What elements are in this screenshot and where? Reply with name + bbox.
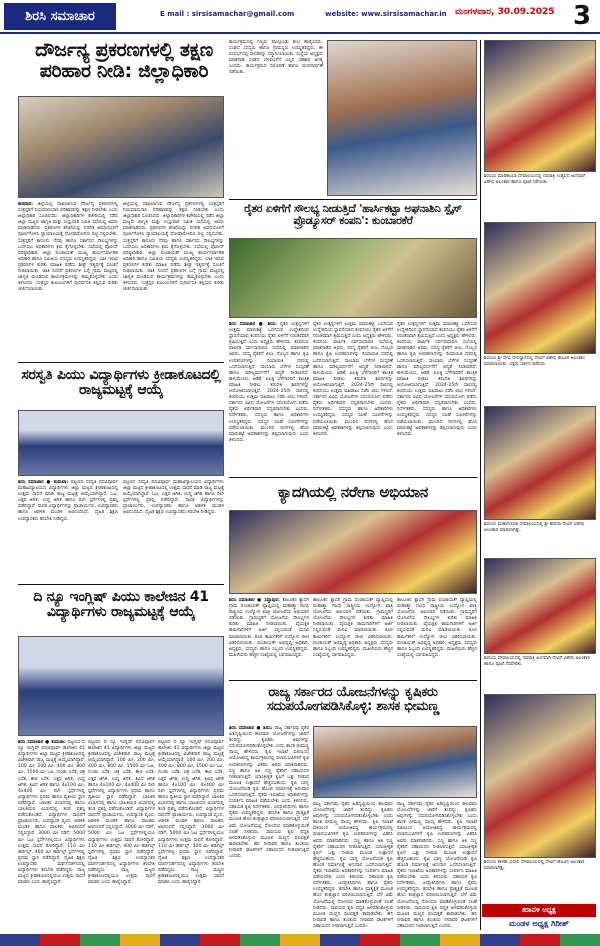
- caption-deity-4: ಶಿರಸಿಯ ದೇವಾಲಯದಲ್ಲಿ ನವರಾತ್ರಿ ಅಂಗವಾಗಿ ದೇವಿಗೆ ವಿಶೇಷ ಅಲಂಕಾರ ಹಾಗೂ ಪೂಜೆ ನೆರವೇರಿತು.: [484, 656, 590, 667]
- article-new-english-body-2: [88, 740, 155, 930]
- article-schemes-text-cont: ರಾಜ್ಯ ಸರ್ಕಾರವು ರೈತರ ಹಿತದೃಷ್ಟಿಯಿಂದ ಹಲವಾರು ಯೋಜನೆಗಳನ್ನು ಜಾರಿಗೆ ತಂದಿದ್ದು, ಕೃಷಿಕರು ಅವುಗಳನ್ನು ಸದುಪಯೋಗಪಡಿಸಿಕೊಳ್ಳಬೇಕು ಎಂದು ಶಾಸಕ ಭೀಮಣ್ಣ ನಾಯ್ಕ ಹೇಳಿದರು. ಕೃಷಿ ಇಲಾಖೆ ವತಿಯಿಂದ ಆಯೋಜಿಸಿದ್ದ ಕಾರ್ಯಕ್ರಮದಲ್ಲಿ ಫಲಾನುಭವಿಗಳಿಗೆ ಕೃಷಿ ಉಪಕರಣಗಳನ್ನು ವಿತರಿಸಿ ಅವರು ಮಾತನಾಡಿದರು. ಸಣ್ಣ ಹಾಗೂ ಅತಿ ಸಣ್ಣ ರೈತರಿಗೆ ಸಹಾಯಧನ ನೀಡಲಾಗುತ್ತಿದೆ. ಯಾಂತ್ರೀಕೃತ ಕೃಷಿಗೆ ಒತ್ತು ನೀಡುವ ಮೂಲಕ ಉತ್ಪಾದನೆ ಹೆಚ್ಚಿಸಬಹುದು. ಕೃಷಿ ಭಾಗ್ಯ ಯೋಜನೆಯಡಿ ಕೃಷಿ ಹೊಂಡ ನಿರ್ಮಾಣಕ್ಕೆ ಅನುದಾನ ಒದಗಿಸಲಾಗುತ್ತಿದೆ. ರೈತರು ಇಲಾಖೆಯ ಅಧಿಕಾರಿಗಳನ್ನು ಸಂಪರ್ಕಿಸಿ ಮಾಹಿತಿ ಪಡೆಯಬೇಕು ಎಂದು ತಿಳಿಸಿದರು. ಸಹಾಯಕ ಕೃಷಿ ನಿರ್ದೇಶಕರು, ಜನಪ್ರತಿನಿಧಿಗಳು ಹಾಗೂ ರೈತರು ಉಪಸ್ಥಿತರಿದ್ದರು. ತರಬೇತಿ ಹಾಗೂ ಪ್ರಾತ್ಯಕ್ಷಿಕೆ ಮೂಲಕ ಹೊಸ ತಂತ್ರಜ್ಞಾನ ಪರಿಚಯಿಸಲಾಗುತ್ತಿದೆ. ಬೆಳೆ ವಿಮೆ ಯೋಜನೆಯಲ್ಲಿ ನೋಂದಣಿ ಮಾಡಿಕೊಳ್ಳುವಂತೆ ಸಲಹೆ ನೀಡಿದರು. ಸಾವಯವ ಕೃಷಿ ಪದ್ಧತಿ ಅಳವಡಿಸಿಕೊಳ್ಳುವ ಮೂಲಕ ಮಣ್ಣಿನ ಫಲವತ್ತತೆ ಕಾಪಾಡಬೇಕು. ಹನಿ ನೀರಾವರಿ ಹಾಗೂ ತುಂತುರು ನೀರಾವರಿ ಘಟಕಗಳಿಗೆ ಸಹಾಯಧನ ನೀಡಲಾಗುತ್ತಿದೆ ಎಂದರು.: [313, 802, 393, 929]
- headline-nrega-campaign: ಕ್ಯಾದಗಿಯಲ್ಲಿ ನರೇಗಾ ಅಭಿಯಾನ: [278, 483, 428, 501]
- article-saraswati-body-2: [123, 480, 224, 580]
- photo-nrega-campaign: [229, 510, 477, 594]
- photo-agm-stage: [229, 238, 477, 318]
- photo-meeting-hall: [18, 96, 224, 198]
- article-new-english-text-cont2: ಪಟ್ಟಣದ ದಿ ನ್ಯೂ ಇಂಗ್ಲಿಷ್ ಪದವಿಪೂರ್ವ ಕಾಲೇಜಿನ 41 ವಿದ್ಯಾರ್ಥಿಗಳು ಜಿಲ್ಲಾ ಮಟ್ಟದ ಕ್ರೀಡಾಕೂಟದಲ್ಲಿ ವಿಜೇತರಾಗಿ ರಾಜ್ಯ ಮಟ್ಟಕ್ಕೆ ಆಯ್ಕೆಯಾಗಿದ್ದಾರೆ. 100 ಮೀ, 200 ಮೀ, 400 ಮೀ, 800 ಮೀ, 1500 ಮೀ ಓಟ, ಗುಂಡು ಎಸೆತ, ಚಕ್ರ ಎಸೆತ, ಈಟಿ ಎಸೆತ, ಎತ್ತರ ಜಿಗಿತ, ಉದ್ದ ಜಿಗಿತ, ತ್ರಿವಿಧ ಜಿಗಿತ ಹಾಗೂ 4x100 ಮೀ, 4x400 ಮೀ ರಿಲೇ ಸ್ಪರ್ಧೆಗಳಲ್ಲಿ ವಿದ್ಯಾರ್ಥಿಗಳು ಪ್ರಥಮ ಹಾಗೂ ದ್ವಿತೀಯ ಸ್ಥಾನ ಪಡೆದಿದ್ದಾರೆ. ಬಾಲಕರ ವಿಭಾಗದಲ್ಲಿ ಹಾಗೂ ಬಾಲಕಿಯರ ವಿಭಾಗದಲ್ಲಿ ತಂಡ ಪ್ರಶಸ್ತಿ ಪಡೆದುಕೊಂಡಿದೆ. ವಿದ್ಯಾರ್ಥಿಗಳ ಸಾಧನೆಗೆ ಪ್ರಾಚಾರ್ಯರು, ಉಪನ್ಯಾಸಕ ವೃಂದ, ಆಡಳಿತ ಮಂಡಳಿ ಹಾಗೂ ಪಾಲಕರು ಅಭಿನಂದನೆ ಸಲ್ಲಿಸಿದ್ದಾರೆ. 3000 ಮೀ ನಡಿಗೆ, 5000 ಮೀ ಓಟ ಸ್ಪರ್ಧೆಗಳಲ್ಲಿಯೂ ವಿದ್ಯಾರ್ಥಿಗಳು ಉತ್ತಮ ಸಾಧನೆ ತೋರಿದ್ದಾರೆ. 110 ಮೀ ಹರ್ಡಲ್ಸ್, 400 ಮೀ ಹರ್ಡಲ್ಸ್ ಸ್ಪರ್ಧೆಗಳಲ್ಲಿ ಪ್ರಥಮ ಸ್ಥಾನ ಪಡೆದಿದ್ದಾರೆ. ದೈಹಿಕ ಶಿಕ್ಷಣ ಉಪನ್ಯಾಸಕರ ಮಾರ್ಗದರ್ಶನದಲ್ಲಿ ವಿದ್ಯಾರ್ಥಿಗಳು ತರಬೇತಿ ಪಡೆದಿದ್ದರು. ರಾಜ್ಯ ಮಟ್ಟದ ಕ್ರೀಡಾಕೂಟದಲ್ಲಿಯೂ ಉತ್ತಮ ಸಾಧನೆ ಮಾಡಲಿ ಎಂದು ಹಾರೈಸಿದ್ದಾರೆ.: [158, 740, 224, 886]
- caption-deity-5: ಶಿರಸಿಯ ಕಾಳಿಕಾ ಭವಾನಿ ದೇವಾಲಯದಲ್ಲಿ ದೇವಿಗೆ ಹೂವಿನ ಅಲಂಕಾರ ಮಾಡಲಾಗಿತ್ತು.: [484, 860, 585, 871]
- article-saraswati-text-cont: ಪಟ್ಟಣದ ಸರಸ್ವತಿ ಪದವಿಪೂರ್ವ ಮಹಾವಿದ್ಯಾಲಯದ ವಿದ್ಯಾರ್ಥಿಗಳು ಜಿಲ್ಲಾ ಮಟ್ಟದ ಕ್ರೀಡಾಕೂಟದಲ್ಲಿ ಉತ್ತಮ ಸಾಧನೆ ಮಾಡಿ ರಾಜ್ಯ ಮಟ್ಟಕ್ಕೆ ಆಯ್ಕೆಯಾಗಿದ್ದಾರೆ. ಓಟ, ಎತ್ತರ ಜಿಗಿತ, ಉದ್ದ ಜಿಗಿತ ಹಾಗೂ ರಿಲೇ ಸ್ಪರ್ಧೆಗಳಲ್ಲಿ ಪ್ರಶಸ್ತಿ ಪಡೆದಿದ್ದಾರೆ. ಸಾಧಕ ವಿದ್ಯಾರ್ಥಿಗಳನ್ನು ಪ್ರಾಚಾರ್ಯರು, ಉಪನ್ಯಾಸಕರು ಹಾಗೂ ಆಡಳಿತ ಮಂಡಳಿ ಅಭಿನಂದಿಸಿದೆ. ದೈಹಿಕ ಶಿಕ್ಷಣ ಉಪನ್ಯಾಸಕರು ತರಬೇತಿ ನೀಡಿದ್ದರು.: [123, 480, 224, 516]
- photo-mla-distribution: [313, 726, 477, 798]
- article-spice-text: ರೈತರ ಉತ್ಪನ್ನಗಳಿಗೆ ಉತ್ತಮ ಮಾರುಕಟ್ಟೆ ಒದಗಿಸುವ ಉದ್ದೇಶದಿಂದ ಸ್ಥಾಪನೆಯಾದ ಕಂಪನಿಯು ರೈತರ ಏಳಿಗೆಗೆ ನಿರಂತರವಾಗಿ ಶ್ರಮಿಸುತ್ತಿದೆ ಎಂದು ಅಧ್ಯಕ್ಷರು ಹೇಳಿದರು. ಕಂಪನಿಯ ವಾರ್ಷಿಕ ಸರ್ವಸಾಧಾರಣ ಸಭೆಯಲ್ಲಿ ಮಾತನಾಡಿದ ಅವರು, ಸದಸ್ಯ ರೈತರಿಗೆ ಬೀಜ, ಗೊಬ್ಬರ ಹಾಗೂ ಕೃಷಿ ಉಪಕರಣಗಳನ್ನು ರಿಯಾಯಿತಿ ದರದಲ್ಲಿ ಒದಗಿಸಲಾಗುತ್ತಿದೆ. ಸಾಂಬಾರು ಬೆಳೆಗಳ ಸಂಸ್ಕರಣೆ ಹಾಗೂ ಮೌಲ್ಯವರ್ಧನೆಗೆ ಆದ್ಯತೆ ನೀಡಲಾಗಿದೆ. ಕಾಳುಮೆಣಸು, ಅಡಿಕೆ, ಏಲಕ್ಕಿ ಬೆಳೆಗಾರರಿಗೆ ತಾಂತ್ರಿಕ ಮಾಹಿತಿ ನೀಡಲು ತರಬೇತಿ ಶಿಬಿರಗಳನ್ನು ಆಯೋಜಿಸಲಾಗುತ್ತಿದೆ. 2024-25ನೇ ಸಾಲಿನಲ್ಲಿ ಕಂಪನಿಯು ಉತ್ತಮ ವಹಿವಾಟು ನಡೆಸಿ ಲಾಭ ಗಳಿಸಿದೆ. ಸರ್ಕಾರದ ವಿವಿಧ ಯೋಜನೆಗಳ ಸದುಪಯೋಗ ಪಡೆದು ರೈತರು ಆರ್ಥಿಕವಾಗಿ ಸದೃಢರಾಗಬೇಕು ಎಂದರು. ನಿರ್ದೇಶಕರು, ಸದಸ್ಯರು ಹಾಗೂ ಅಧಿಕಾರಿಗಳು ಉಪಸ್ಥಿತರಿದ್ದರು. ಸದಸ್ಯರ ಸಲಹೆ ಸೂಚನೆಗಳನ್ನು ಪಡೆಯಲಾಯಿತು. ಮುಂದಿನ ದಿನಗಳಲ್ಲಿ ಹೊಸ ಮಾರುಕಟ್ಟೆ ಅವಕಾಶಗಳನ್ನು ಕಲ್ಪಿಸಲಾಗುವುದು ಎಂದು ತಿಳಿಸಿದರು.: [229, 322, 309, 443]
- photo-deity-4: [484, 558, 596, 654]
- credit-karwar: ಕಾರವಾರ:: [18, 202, 33, 207]
- headline-atrocity-cases: ದೌರ್ಜನ್ಯ ಪ್ರಕರಣಗಳಲ್ಲಿ ತಕ್ಷಣ ಪರಿಹಾರ ನೀಡಿ: ಜಿಲ್ಲಾಧಿಕಾರಿ: [35, 39, 213, 82]
- article-new-english-text: ಪಟ್ಟಣದ ದಿ ನ್ಯೂ ಇಂಗ್ಲಿಷ್ ಪದವಿಪೂರ್ವ ಕಾಲೇಜಿನ 41 ವಿದ್ಯಾರ್ಥಿಗಳು ಜಿಲ್ಲಾ ಮಟ್ಟದ ಕ್ರೀಡಾಕೂಟದಲ್ಲಿ ವಿಜೇತರಾಗಿ ರಾಜ್ಯ ಮಟ್ಟಕ್ಕೆ ಆಯ್ಕೆಯಾಗಿದ್ದಾರೆ. 100 ಮೀ, 200 ಮೀ, 400 ಮೀ, 800 ಮೀ, 1500 ಮೀ ಓಟ, ಗುಂಡು ಎಸೆತ, ಚಕ್ರ ಎಸೆತ, ಈಟಿ ಎಸೆತ, ಎತ್ತರ ಜಿಗಿತ, ಉದ್ದ ಜಿಗಿತ, ತ್ರಿವಿಧ ಜಿಗಿತ ಹಾಗೂ 4x100 ಮೀ, 4x400 ಮೀ ರಿಲೇ ಸ್ಪರ್ಧೆಗಳಲ್ಲಿ ವಿದ್ಯಾರ್ಥಿಗಳು ಪ್ರಥಮ ಹಾಗೂ ದ್ವಿತೀಯ ಸ್ಥಾನ ಪಡೆದಿದ್ದಾರೆ. ಬಾಲಕರ ವಿಭಾಗದಲ್ಲಿ ಹಾಗೂ ಬಾಲಕಿಯರ ವಿಭಾಗದಲ್ಲಿ ತಂಡ ಪ್ರಶಸ್ತಿ ಪಡೆದುಕೊಂಡಿದೆ. ವಿದ್ಯಾರ್ಥಿಗಳ ಸಾಧನೆಗೆ ಪ್ರಾಚಾರ್ಯರು, ಉಪನ್ಯಾಸಕ ವೃಂದ, ಆಡಳಿತ ಮಂಡಳಿ ಹಾಗೂ ಪಾಲಕರು ಅಭಿನಂದನೆ ಸಲ್ಲಿಸಿದ್ದಾರೆ. 3000 ಮೀ ನಡಿಗೆ, 5000 ಮೀ ಓಟ ಸ್ಪರ್ಧೆಗಳಲ್ಲಿಯೂ ವಿದ್ಯಾರ್ಥಿಗಳು ಉತ್ತಮ ಸಾಧನೆ ತೋರಿದ್ದಾರೆ. 110 ಮೀ ಹರ್ಡಲ್ಸ್, 400 ಮೀ ಹರ್ಡಲ್ಸ್ ಸ್ಪರ್ಧೆಗಳಲ್ಲಿ ಪ್ರಥಮ ಸ್ಥಾನ ಪಡೆದಿದ್ದಾರೆ. ದೈಹಿಕ ಶಿಕ್ಷಣ ಉಪನ್ಯಾಸಕರ ಮಾರ್ಗದರ್ಶನದಲ್ಲಿ ವಿದ್ಯಾರ್ಥಿಗಳು ತರಬೇತಿ ಪಡೆದಿದ್ದರು. ರಾಜ್ಯ ಮಟ್ಟದ ಕ್ರೀಡಾಕೂಟದಲ್ಲಿಯೂ ಉತ್ತಮ ಸಾಧನೆ ಮಾಡಲಿ ಎಂದು ಹಾರೈಸಿದ್ದಾರೆ.: [18, 740, 85, 886]
- divider: [229, 477, 477, 478]
- article-nrega-text-cont2: ತಾಲೂಕಿನ ಕ್ಯಾದಗಿ ಗ್ರಾಮ ಪಂಚಾಯತ್ ವ್ಯಾಪ್ತಿಯಲ್ಲಿ ಮಹಾತ್ಮಾ ಗಾಂಧಿ ರಾಷ್ಟ್ರೀಯ ಉದ್ಯೋಗ ಖಾತ್ರಿ ಯೋಜನೆಯ ಅಭಿಯಾನ ನಡೆಯಿತು. ಗ್ರಾಮಸ್ಥರಿಗೆ ಯೋಜನೆಯ ಸೌಲಭ್ಯಗಳ ಕುರಿತು ಮಾಹಿತಿ ನೀಡಲಾಯಿತು. ವೈಯಕ್ತಿಕ ಕಾಮಗಾರಿಗಳಿಗೆ ಅರ್ಜಿ ಸಲ್ಲಿಸುವಂತೆ ಮನವಿ ಮಾಡಲಾಯಿತು. ಕೂಲಿ ಕಾರ್ಮಿಕರಿಗೆ ಉದ್ಯೋಗ ಚೀಟಿ ವಿತರಿಸಲಾಯಿತು. ಪಂಚಾಯತ್ ಅಭಿವೃದ್ಧಿ ಅಧಿಕಾರಿ, ಅಧ್ಯಕ್ಷರು, ಸದಸ್ಯರು ಹಾಗೂ ಸಿಬ್ಬಂದಿ ಉಪಸ್ಥಿತರಿದ್ದರು. ಮಹಿಳೆಯರು ಹೆಚ್ಚಿನ ಸಂಖ್ಯೆಯಲ್ಲಿ ಭಾಗವಹಿಸಿದ್ದರು.: [397, 598, 477, 658]
- article-nrega-body-3: [397, 598, 477, 676]
- headline-spice-producer: ರೈತರ ಏಳಿಗೆಗೆ ಸೌಲಭ್ಯ ನೀಡುತ್ತಿದೆ 'ಹಾರ್ಸಿಕಟ್ಟಾ ಅಘನಾಶಿನಿ ಸ್ಪೈಸ್ ಪ್ರೊಡ್ಯೂಸರ್ ಕಂಪನಿ': ಕುಂಬಾರಕೆರೆ: [244, 202, 462, 228]
- article-schemes-body-2: [313, 802, 393, 930]
- headline-new-english-pu: ದಿ ನ್ಯೂ ಇಂಗ್ಲಿಷ್ ಪಿಯು ಕಾಲೇಜಿನ 41 ವಿದ್ಯಾರ್ಥಿಗಳು ರಾಜ್ಯಮಟ್ಟಕ್ಕೆ ಆಯ್ಕೆ: [33, 589, 209, 621]
- credit-kumta: ಶಿರಸಿ ಸಮಾಚಾರ ● ಕುಮಟಾ:: [18, 480, 69, 485]
- photo-saraswati-students: [18, 410, 224, 476]
- article-saraswati-body-1: [18, 480, 118, 580]
- sidebar-divider: [480, 40, 481, 930]
- credit-sirsi-2: ಶಿರಸಿ ಸಮಾಚಾರ ● ಶಿರಸಿ:: [229, 726, 273, 731]
- article-schemes-body-1: [229, 726, 309, 930]
- article-atrocity-body-1: [18, 202, 118, 358]
- article-atrocity-body-2: [123, 202, 224, 358]
- article-nrega-body-2: [313, 598, 393, 676]
- headline-saraswati-pu: ಸರಸ್ವತಿ ಪಿಯು ವಿದ್ಯಾರ್ಥಿಗಳು ಕ್ರೀಡಾಕೂಟದಲ್ಲಿ ರಾಜ್ಯಮಟ್ಟಕ್ಕೆ ಆಯ್ಕೆ: [21, 367, 221, 399]
- credit-kumta-2: ಶಿರಸಿ ಸಮಾಚಾರ ● ಕುಮಟಾ:: [18, 740, 66, 745]
- page-number: 3: [572, 1, 592, 31]
- issue-date: ಮಂಗಳವಾರ, 30.09.2025: [455, 7, 555, 17]
- article-new-english-body-3: [158, 740, 224, 930]
- article-atrocity-text-cont: ಜಿಲ್ಲೆಯಲ್ಲಿ ದಾಖಲಾಗುವ ದೌರ್ಜನ್ಯ ಪ್ರಕರಣಗಳಲ್ಲಿ ಸಂತ್ರಸ್ತರಿಗೆ ನಿಯಮಾನುಸಾರ ಪರಿಹಾರವನ್ನು ತಕ್ಷಣ ನೀಡಬೇಕು ಎಂದು ಜಿಲ್ಲಾಧಿಕಾರಿ ಸೂಚಿಸಿದರು. ಜಿಲ್ಲಾಧಿಕಾರಿಗಳ ಕಚೇರಿಯಲ್ಲಿ ನಡೆದ ಜಿಲ್ಲಾ ಮಟ್ಟದ ಜಾಗೃತಿ ಮತ್ತು ಉಸ್ತುವಾರಿ ಸಮಿತಿ ಸಭೆಯಲ್ಲಿ ಅವರು ಮಾತನಾಡಿದರು. ಪ್ರಕರಣಗಳ ತನಿಖೆಯನ್ನು ನಿಗದಿತ ಅವಧಿಯೊಳಗೆ ಪೂರ್ಣಗೊಳಿಸಿ ನ್ಯಾಯಾಲಯಕ್ಕೆ ದೋಷಾರೋಪಣ ಪಟ್ಟಿ ಸಲ್ಲಿಸಬೇಕು. ಸಂತ್ರಸ್ತರಿಗೆ ಕಾನೂನು ನೆರವು ಹಾಗೂ ಸರ್ಕಾರದ ಸೌಲಭ್ಯಗಳನ್ನು ಒದಗಿಸಲು ಅಧಿಕಾರಿಗಳು ಕ್ರಮ ಕೈಗೊಳ್ಳಬೇಕು. ಸಭೆಯಲ್ಲಿ ಪೊಲೀಸ್ ವರಿಷ್ಠಾಧಿಕಾರಿ, ಜಿಲ್ಲಾ ಪಂಚಾಯತ್ ಮುಖ್ಯ ಕಾರ್ಯನಿರ್ವಾಹಕ ಅಧಿಕಾರಿ ಹಾಗೂ ಸಮಿತಿಯ ಸದಸ್ಯರು ಉಪಸ್ಥಿತರಿದ್ದರು. ಬಾಕಿ ಇರುವ ಪ್ರಕರಣಗಳ ಕುರಿತು ಮಾಹಿತಿ ಪಡೆದು ಶೀಘ್ರ ಇತ್ಯರ್ಥಕ್ಕೆ ಸೂಚನೆ ನೀಡಲಾಯಿತು. ಜಾತಿ ನಿಂದನೆ ಪ್ರಕರಣಗಳ ಬಗ್ಗೆ ಗ್ರಾಮ ಮಟ್ಟದಲ್ಲಿ ಜಾಗೃತಿ ಮೂಡಿಸುವ ಕಾರ್ಯಕ್ರಮಗಳನ್ನು ಹಮ್ಮಿಕೊಳ್ಳಬೇಕು ಎಂದು ತಿಳಿಸಿದರು. ಸಂತ್ರಸ್ತರ ಕುಟುಂಬಗಳಿಗೆ ಪುನರ್ವಸತಿ ಕಲ್ಪಿಸುವ ಕುರಿತು ಚರ್ಚಿಸಲಾಯಿತು.: [123, 202, 224, 293]
- article-schemes-text: ರಾಜ್ಯ ಸರ್ಕಾರವು ರೈತರ ಹಿತದೃಷ್ಟಿಯಿಂದ ಹಲವಾರು ಯೋಜನೆಗಳನ್ನು ಜಾರಿಗೆ ತಂದಿದ್ದು, ಕೃಷಿಕರು ಅವುಗಳನ್ನು ಸದುಪಯೋಗಪಡಿಸಿಕೊಳ್ಳಬೇಕು ಎಂದು ಶಾಸಕ ಭೀಮಣ್ಣ ನಾಯ್ಕ ಹೇಳಿದರು. ಕೃಷಿ ಇಲಾಖೆ ವತಿಯಿಂದ ಆಯೋಜಿಸಿದ್ದ ಕಾರ್ಯಕ್ರಮದಲ್ಲಿ ಫಲಾನುಭವಿಗಳಿಗೆ ಕೃಷಿ ಉಪಕರಣಗಳನ್ನು ವಿತರಿಸಿ ಅವರು ಮಾತನಾಡಿದರು. ಸಣ್ಣ ಹಾಗೂ ಅತಿ ಸಣ್ಣ ರೈತರಿಗೆ ಸಹಾಯಧನ ನೀಡಲಾಗುತ್ತಿದೆ. ಯಾಂತ್ರೀಕೃತ ಕೃಷಿಗೆ ಒತ್ತು ನೀಡುವ ಮೂಲಕ ಉತ್ಪಾದನೆ ಹೆಚ್ಚಿಸಬಹುದು. ಕೃಷಿ ಭಾಗ್ಯ ಯೋಜನೆಯಡಿ ಕೃಷಿ ಹೊಂಡ ನಿರ್ಮಾಣಕ್ಕೆ ಅನುದಾನ ಒದಗಿಸಲಾಗುತ್ತಿದೆ. ರೈತರು ಇಲಾಖೆಯ ಅಧಿಕಾರಿಗಳನ್ನು ಸಂಪರ್ಕಿಸಿ ಮಾಹಿತಿ ಪಡೆಯಬೇಕು ಎಂದು ತಿಳಿಸಿದರು. ಸಹಾಯಕ ಕೃಷಿ ನಿರ್ದೇಶಕರು, ಜನಪ್ರತಿನಿಧಿಗಳು ಹಾಗೂ ರೈತರು ಉಪಸ್ಥಿತರಿದ್ದರು. ತರಬೇತಿ ಹಾಗೂ ಪ್ರಾತ್ಯಕ್ಷಿಕೆ ಮೂಲಕ ಹೊಸ ತಂತ್ರಜ್ಞಾನ ಪರಿಚಯಿಸಲಾಗುತ್ತಿದೆ. ಬೆಳೆ ವಿಮೆ ಯೋಜನೆಯಲ್ಲಿ ನೋಂದಣಿ ಮಾಡಿಕೊಳ್ಳುವಂತೆ ಸಲಹೆ ನೀಡಿದರು. ಸಾವಯವ ಕೃಷಿ ಪದ್ಧತಿ ಅಳವಡಿಸಿಕೊಳ್ಳುವ ಮೂಲಕ ಮಣ್ಣಿನ ಫಲವತ್ತತೆ ಕಾಪಾಡಬೇಕು. ಹನಿ ನೀರಾವರಿ ಹಾಗೂ ತುಂತುರು ನೀರಾವರಿ ಘಟಕಗಳಿಗೆ ಸಹಾಯಧನ ನೀಡಲಾಗುತ್ತಿದೆ ಎಂದರು.: [229, 726, 309, 859]
- article-spice-body-3: [397, 322, 477, 474]
- article-felicitation-body: [229, 40, 323, 196]
- caption-deity-3: ಶಿರಸಿಯ ಮಹಾಗಣಪತಿ ದೇವಾಲಯದಲ್ಲಿ ಶ್ರೀ ಶಾರದಾ ದೇವಿಗೆ ವಿಶೇಷ ಅಲಂಕಾರ ಮಾಡಲಾಗಿತ್ತು.: [484, 522, 585, 533]
- article-schemes-text-cont2: ರಾಜ್ಯ ಸರ್ಕಾರವು ರೈತರ ಹಿತದೃಷ್ಟಿಯಿಂದ ಹಲವಾರು ಯೋಜನೆಗಳನ್ನು ಜಾರಿಗೆ ತಂದಿದ್ದು, ಕೃಷಿಕರು ಅವುಗಳನ್ನು ಸದುಪಯೋಗಪಡಿಸಿಕೊಳ್ಳಬೇಕು ಎಂದು ಶಾಸಕ ಭೀಮಣ್ಣ ನಾಯ್ಕ ಹೇಳಿದರು. ಕೃಷಿ ಇಲಾಖೆ ವತಿಯಿಂದ ಆಯೋಜಿಸಿದ್ದ ಕಾರ್ಯಕ್ರಮದಲ್ಲಿ ಫಲಾನುಭವಿಗಳಿಗೆ ಕೃಷಿ ಉಪಕರಣಗಳನ್ನು ವಿತರಿಸಿ ಅವರು ಮಾತನಾಡಿದರು. ಸಣ್ಣ ಹಾಗೂ ಅತಿ ಸಣ್ಣ ರೈತರಿಗೆ ಸಹಾಯಧನ ನೀಡಲಾಗುತ್ತಿದೆ. ಯಾಂತ್ರೀಕೃತ ಕೃಷಿಗೆ ಒತ್ತು ನೀಡುವ ಮೂಲಕ ಉತ್ಪಾದನೆ ಹೆಚ್ಚಿಸಬಹುದು. ಕೃಷಿ ಭಾಗ್ಯ ಯೋಜನೆಯಡಿ ಕೃಷಿ ಹೊಂಡ ನಿರ್ಮಾಣಕ್ಕೆ ಅನುದಾನ ಒದಗಿಸಲಾಗುತ್ತಿದೆ. ರೈತರು ಇಲಾಖೆಯ ಅಧಿಕಾರಿಗಳನ್ನು ಸಂಪರ್ಕಿಸಿ ಮಾಹಿತಿ ಪಡೆಯಬೇಕು ಎಂದು ತಿಳಿಸಿದರು. ಸಹಾಯಕ ಕೃಷಿ ನಿರ್ದೇಶಕರು, ಜನಪ್ರತಿನಿಧಿಗಳು ಹಾಗೂ ರೈತರು ಉಪಸ್ಥಿತರಿದ್ದರು. ತರಬೇತಿ ಹಾಗೂ ಪ್ರಾತ್ಯಕ್ಷಿಕೆ ಮೂಲಕ ಹೊಸ ತಂತ್ರಜ್ಞಾನ ಪರಿಚಯಿಸಲಾಗುತ್ತಿದೆ. ಬೆಳೆ ವಿಮೆ ಯೋಜನೆಯಲ್ಲಿ ನೋಂದಣಿ ಮಾಡಿಕೊಳ್ಳುವಂತೆ ಸಲಹೆ ನೀಡಿದರು. ಸಾವಯವ ಕೃಷಿ ಪದ್ಧತಿ ಅಳವಡಿಸಿಕೊಳ್ಳುವ ಮೂಲಕ ಮಣ್ಣಿನ ಫಲವತ್ತತೆ ಕಾಪಾಡಬೇಕು. ಹನಿ ನೀರಾವರಿ ಹಾಗೂ ತುಂತುರು ನೀರಾವರಿ ಘಟಕಗಳಿಗೆ ಸಹಾಯಧನ ನೀಡಲಾಗುತ್ತಿದೆ ಎಂದರು.: [397, 802, 477, 929]
- photo-felicitation: [327, 40, 477, 196]
- article-schemes-body-3: [397, 802, 477, 930]
- article-nrega-text: ತಾಲೂಕಿನ ಕ್ಯಾದಗಿ ಗ್ರಾಮ ಪಂಚಾಯತ್ ವ್ಯಾಪ್ತಿಯಲ್ಲಿ ಮಹಾತ್ಮಾ ಗಾಂಧಿ ರಾಷ್ಟ್ರೀಯ ಉದ್ಯೋಗ ಖಾತ್ರಿ ಯೋಜನೆಯ ಅಭಿಯಾನ ನಡೆಯಿತು. ಗ್ರಾಮಸ್ಥರಿಗೆ ಯೋಜನೆಯ ಸೌಲಭ್ಯಗಳ ಕುರಿತು ಮಾಹಿತಿ ನೀಡಲಾಯಿತು. ವೈಯಕ್ತಿಕ ಕಾಮಗಾರಿಗಳಿಗೆ ಅರ್ಜಿ ಸಲ್ಲಿಸುವಂತೆ ಮನವಿ ಮಾಡಲಾಯಿತು. ಕೂಲಿ ಕಾರ್ಮಿಕರಿಗೆ ಉದ್ಯೋಗ ಚೀಟಿ ವಿತರಿಸಲಾಯಿತು. ಪಂಚಾಯತ್ ಅಭಿವೃದ್ಧಿ ಅಧಿಕಾರಿ, ಅಧ್ಯಕ್ಷರು, ಸದಸ್ಯರು ಹಾಗೂ ಸಿಬ್ಬಂದಿ ಉಪಸ್ಥಿತರಿದ್ದರು. ಮಹಿಳೆಯರು ಹೆಚ್ಚಿನ ಸಂಖ್ಯೆಯಲ್ಲಿ ಭಾಗವಹಿಸಿದ್ದರು.: [229, 598, 309, 658]
- email-address: E mail : sirsisamachar@gmail.com: [160, 10, 295, 18]
- newspaper-logo: ಶಿರಸಿ ಸಮಾಚಾರ: [4, 3, 116, 30]
- photo-deity-2: [484, 222, 596, 354]
- photo-deity-5: [484, 694, 596, 858]
- karavali-subtitle: ಮಂಡಳ ಅಧ್ಯಕ್ಷ ಗಿರೀಶ್: [509, 919, 569, 928]
- article-nrega-text-cont: ತಾಲೂಕಿನ ಕ್ಯಾದಗಿ ಗ್ರಾಮ ಪಂಚಾಯತ್ ವ್ಯಾಪ್ತಿಯಲ್ಲಿ ಮಹಾತ್ಮಾ ಗಾಂಧಿ ರಾಷ್ಟ್ರೀಯ ಉದ್ಯೋಗ ಖಾತ್ರಿ ಯೋಜನೆಯ ಅಭಿಯಾನ ನಡೆಯಿತು. ಗ್ರಾಮಸ್ಥರಿಗೆ ಯೋಜನೆಯ ಸೌಲಭ್ಯಗಳ ಕುರಿತು ಮಾಹಿತಿ ನೀಡಲಾಯಿತು. ವೈಯಕ್ತಿಕ ಕಾಮಗಾರಿಗಳಿಗೆ ಅರ್ಜಿ ಸಲ್ಲಿಸುವಂತೆ ಮನವಿ ಮಾಡಲಾಯಿತು. ಕೂಲಿ ಕಾರ್ಮಿಕರಿಗೆ ಉದ್ಯೋಗ ಚೀಟಿ ವಿತರಿಸಲಾಯಿತು. ಪಂಚಾಯತ್ ಅಭಿವೃದ್ಧಿ ಅಧಿಕಾರಿ, ಅಧ್ಯಕ್ಷರು, ಸದಸ್ಯರು ಹಾಗೂ ಸಿಬ್ಬಂದಿ ಉಪಸ್ಥಿತರಿದ್ದರು. ಮಹಿಳೆಯರು ಹೆಚ್ಚಿನ ಸಂಖ್ಯೆಯಲ್ಲಿ ಭಾಗವಹಿಸಿದ್ದರು.: [313, 598, 393, 658]
- article-felicitation-text: ಕಾರ್ಯಕ್ರಮದಲ್ಲಿ ಗಣ್ಯರು ಪಾಲ್ಗೊಂಡು ಶುಭ ಹಾರೈಸಿದರು. ಸಂಘದ ಸದಸ್ಯರು ಹಾಗೂ ಗ್ರಾಮಸ್ಥರು ಉಪಸ್ಥಿತರಿದ್ದರು. ಈ ಸಂದರ್ಭದಲ್ಲಿ ಸಾಧಕರನ್ನು ಸನ್ಮಾನಿಸಲಾಯಿತು. ಸಂಸ್ಥೆಯ ಅಧ್ಯಕ್ಷರು ಮಾತನಾಡಿ ಸಂಘದ ಬೆಳವಣಿಗೆಗೆ ಎಲ್ಲರ ಸಹಕಾರ ಅಗತ್ಯ ಎಂದರು. ಕಾರ್ಯಕ್ರಮದ ನಿರೂಪಣೆ ಹಾಗೂ ವಂದನಾರ್ಪಣೆ ನಡೆಯಿತು.: [229, 40, 323, 76]
- divider: [229, 199, 477, 200]
- photo-deity-1: [484, 40, 596, 172]
- article-spice-text-cont2: ರೈತರ ಉತ್ಪನ್ನಗಳಿಗೆ ಉತ್ತಮ ಮಾರುಕಟ್ಟೆ ಒದಗಿಸುವ ಉದ್ದೇಶದಿಂದ ಸ್ಥಾಪನೆಯಾದ ಕಂಪನಿಯು ರೈತರ ಏಳಿಗೆಗೆ ನಿರಂತರವಾಗಿ ಶ್ರಮಿಸುತ್ತಿದೆ ಎಂದು ಅಧ್ಯಕ್ಷರು ಹೇಳಿದರು. ಕಂಪನಿಯ ವಾರ್ಷಿಕ ಸರ್ವಸಾಧಾರಣ ಸಭೆಯಲ್ಲಿ ಮಾತನಾಡಿದ ಅವರು, ಸದಸ್ಯ ರೈತರಿಗೆ ಬೀಜ, ಗೊಬ್ಬರ ಹಾಗೂ ಕೃಷಿ ಉಪಕರಣಗಳನ್ನು ರಿಯಾಯಿತಿ ದರದಲ್ಲಿ ಒದಗಿಸಲಾಗುತ್ತಿದೆ. ಸಾಂಬಾರು ಬೆಳೆಗಳ ಸಂಸ್ಕರಣೆ ಹಾಗೂ ಮೌಲ್ಯವರ್ಧನೆಗೆ ಆದ್ಯತೆ ನೀಡಲಾಗಿದೆ. ಕಾಳುಮೆಣಸು, ಅಡಿಕೆ, ಏಲಕ್ಕಿ ಬೆಳೆಗಾರರಿಗೆ ತಾಂತ್ರಿಕ ಮಾಹಿತಿ ನೀಡಲು ತರಬೇತಿ ಶಿಬಿರಗಳನ್ನು ಆಯೋಜಿಸಲಾಗುತ್ತಿದೆ. 2024-25ನೇ ಸಾಲಿನಲ್ಲಿ ಕಂಪನಿಯು ಉತ್ತಮ ವಹಿವಾಟು ನಡೆಸಿ ಲಾಭ ಗಳಿಸಿದೆ. ಸರ್ಕಾರದ ವಿವಿಧ ಯೋಜನೆಗಳ ಸದುಪಯೋಗ ಪಡೆದು ರೈತರು ಆರ್ಥಿಕವಾಗಿ ಸದೃಢರಾಗಬೇಕು ಎಂದರು. ನಿರ್ದೇಶಕರು, ಸದಸ್ಯರು ಹಾಗೂ ಅಧಿಕಾರಿಗಳು ಉಪಸ್ಥಿತರಿದ್ದರು. ಸದಸ್ಯರ ಸಲಹೆ ಸೂಚನೆಗಳನ್ನು ಪಡೆಯಲಾಯಿತು. ಮುಂದಿನ ದಿನಗಳಲ್ಲಿ ಹೊಸ ಮಾರುಕಟ್ಟೆ ಅವಕಾಶಗಳನ್ನು ಕಲ್ಪಿಸಲಾಗುವುದು ಎಂದು ತಿಳಿಸಿದರು.: [397, 322, 477, 437]
- article-saraswati-text: ಪಟ್ಟಣದ ಸರಸ್ವತಿ ಪದವಿಪೂರ್ವ ಮಹಾವಿದ್ಯಾಲಯದ ವಿದ್ಯಾರ್ಥಿಗಳು ಜಿಲ್ಲಾ ಮಟ್ಟದ ಕ್ರೀಡಾಕೂಟದಲ್ಲಿ ಉತ್ತಮ ಸಾಧನೆ ಮಾಡಿ ರಾಜ್ಯ ಮಟ್ಟಕ್ಕೆ ಆಯ್ಕೆಯಾಗಿದ್ದಾರೆ. ಓಟ, ಎತ್ತರ ಜಿಗಿತ, ಉದ್ದ ಜಿಗಿತ ಹಾಗೂ ರಿಲೇ ಸ್ಪರ್ಧೆಗಳಲ್ಲಿ ಪ್ರಶಸ್ತಿ ಪಡೆದಿದ್ದಾರೆ. ಸಾಧಕ ವಿದ್ಯಾರ್ಥಿಗಳನ್ನು ಪ್ರಾಚಾರ್ಯರು, ಉಪನ್ಯಾಸಕರು ಹಾಗೂ ಆಡಳಿತ ಮಂಡಳಿ ಅಭಿನಂದಿಸಿದೆ. ದೈಹಿಕ ಶಿಕ್ಷಣ ಉಪನ್ಯಾಸಕರು ತರಬೇತಿ ನೀಡಿದ್ದರು.: [18, 480, 118, 522]
- photo-deity-3: [484, 406, 596, 520]
- photo-new-english-students: [18, 636, 224, 736]
- divider: [229, 680, 477, 681]
- karavali-title: ಕರಾವಳಿ ಅಧ್ಯಕ್ಷ: [482, 904, 596, 917]
- caption-deity-2: ಶಿರಸಿಯ ಶ್ರೀ ದೇವಿ ದೇವಸ್ಥಾನದಲ್ಲಿ ದೇವಿಗೆ ವಿಶೇಷ ಹೂವಿನ ಅಲಂಕಾರ ಮಾಡಲಾಯಿತು. ಭಕ್ತರು ದರ್ಶನ ಪಡೆದರು.: [484, 356, 585, 367]
- caption-deity-1: ಶಿರಸಿಯ ಮಾರಿಕಾಂಬಾ ದೇವಾಲಯದಲ್ಲಿ ನವರಾತ್ರಿ ಉತ್ಸವದ ಅಂಗವಾಗಿ ವಿಶೇಷ ಅಲಂಕಾರ ಹಾಗೂ ಪೂಜೆ ನಡೆಯಿತು.: [484, 174, 586, 185]
- article-atrocity-text: ಜಿಲ್ಲೆಯಲ್ಲಿ ದಾಖಲಾಗುವ ದೌರ್ಜನ್ಯ ಪ್ರಕರಣಗಳಲ್ಲಿ ಸಂತ್ರಸ್ತರಿಗೆ ನಿಯಮಾನುಸಾರ ಪರಿಹಾರವನ್ನು ತಕ್ಷಣ ನೀಡಬೇಕು ಎಂದು ಜಿಲ್ಲಾಧಿಕಾರಿ ಸೂಚಿಸಿದರು. ಜಿಲ್ಲಾಧಿಕಾರಿಗಳ ಕಚೇರಿಯಲ್ಲಿ ನಡೆದ ಜಿಲ್ಲಾ ಮಟ್ಟದ ಜಾಗೃತಿ ಮತ್ತು ಉಸ್ತುವಾರಿ ಸಮಿತಿ ಸಭೆಯಲ್ಲಿ ಅವರು ಮಾತನಾಡಿದರು. ಪ್ರಕರಣಗಳ ತನಿಖೆಯನ್ನು ನಿಗದಿತ ಅವಧಿಯೊಳಗೆ ಪೂರ್ಣಗೊಳಿಸಿ ನ್ಯಾಯಾಲಯಕ್ಕೆ ದೋಷಾರೋಪಣ ಪಟ್ಟಿ ಸಲ್ಲಿಸಬೇಕು. ಸಂತ್ರಸ್ತರಿಗೆ ಕಾನೂನು ನೆರವು ಹಾಗೂ ಸರ್ಕಾರದ ಸೌಲಭ್ಯಗಳನ್ನು ಒದಗಿಸಲು ಅಧಿಕಾರಿಗಳು ಕ್ರಮ ಕೈಗೊಳ್ಳಬೇಕು. ಸಭೆಯಲ್ಲಿ ಪೊಲೀಸ್ ವರಿಷ್ಠಾಧಿಕಾರಿ, ಜಿಲ್ಲಾ ಪಂಚಾಯತ್ ಮುಖ್ಯ ಕಾರ್ಯನಿರ್ವಾಹಕ ಅಧಿಕಾರಿ ಹಾಗೂ ಸಮಿತಿಯ ಸದಸ್ಯರು ಉಪಸ್ಥಿತರಿದ್ದರು. ಬಾಕಿ ಇರುವ ಪ್ರಕರಣಗಳ ಕುರಿತು ಮಾಹಿತಿ ಪಡೆದು ಶೀಘ್ರ ಇತ್ಯರ್ಥಕ್ಕೆ ಸೂಚನೆ ನೀಡಲಾಯಿತು. ಜಾತಿ ನಿಂದನೆ ಪ್ರಕರಣಗಳ ಬಗ್ಗೆ ಗ್ರಾಮ ಮಟ್ಟದಲ್ಲಿ ಜಾಗೃತಿ ಮೂಡಿಸುವ ಕಾರ್ಯಕ್ರಮಗಳನ್ನು ಹಮ್ಮಿಕೊಳ್ಳಬೇಕು ಎಂದು ತಿಳಿಸಿದರು. ಸಂತ್ರಸ್ತರ ಕುಟುಂಬಗಳಿಗೆ ಪುನರ್ವಸತಿ ಕಲ್ಪಿಸುವ ಕುರಿತು ಚರ್ಚಿಸಲಾಯಿತು.: [18, 202, 118, 293]
- credit-sirsi: ಶಿರಸಿ ಸಮಾಚಾರ ● ಶಿರಸಿ:: [229, 322, 277, 327]
- article-new-english-body-1: [18, 740, 85, 930]
- article-new-english-text-cont: ಪಟ್ಟಣದ ದಿ ನ್ಯೂ ಇಂಗ್ಲಿಷ್ ಪದವಿಪೂರ್ವ ಕಾಲೇಜಿನ 41 ವಿದ್ಯಾರ್ಥಿಗಳು ಜಿಲ್ಲಾ ಮಟ್ಟದ ಕ್ರೀಡಾಕೂಟದಲ್ಲಿ ವಿಜೇತರಾಗಿ ರಾಜ್ಯ ಮಟ್ಟಕ್ಕೆ ಆಯ್ಕೆಯಾಗಿದ್ದಾರೆ. 100 ಮೀ, 200 ಮೀ, 400 ಮೀ, 800 ಮೀ, 1500 ಮೀ ಓಟ, ಗುಂಡು ಎಸೆತ, ಚಕ್ರ ಎಸೆತ, ಈಟಿ ಎಸೆತ, ಎತ್ತರ ಜಿಗಿತ, ಉದ್ದ ಜಿಗಿತ, ತ್ರಿವಿಧ ಜಿಗಿತ ಹಾಗೂ 4x100 ಮೀ, 4x400 ಮೀ ರಿಲೇ ಸ್ಪರ್ಧೆಗಳಲ್ಲಿ ವಿದ್ಯಾರ್ಥಿಗಳು ಪ್ರಥಮ ಹಾಗೂ ದ್ವಿತೀಯ ಸ್ಥಾನ ಪಡೆದಿದ್ದಾರೆ. ಬಾಲಕರ ವಿಭಾಗದಲ್ಲಿ ಹಾಗೂ ಬಾಲಕಿಯರ ವಿಭಾಗದಲ್ಲಿ ತಂಡ ಪ್ರಶಸ್ತಿ ಪಡೆದುಕೊಂಡಿದೆ. ವಿದ್ಯಾರ್ಥಿಗಳ ಸಾಧನೆಗೆ ಪ್ರಾಚಾರ್ಯರು, ಉಪನ್ಯಾಸಕ ವೃಂದ, ಆಡಳಿತ ಮಂಡಳಿ ಹಾಗೂ ಪಾಲಕರು ಅಭಿನಂದನೆ ಸಲ್ಲಿಸಿದ್ದಾರೆ. 3000 ಮೀ ನಡಿಗೆ, 5000 ಮೀ ಓಟ ಸ್ಪರ್ಧೆಗಳಲ್ಲಿಯೂ ವಿದ್ಯಾರ್ಥಿಗಳು ಉತ್ತಮ ಸಾಧನೆ ತೋರಿದ್ದಾರೆ. 110 ಮೀ ಹರ್ಡಲ್ಸ್, 400 ಮೀ ಹರ್ಡಲ್ಸ್ ಸ್ಪರ್ಧೆಗಳಲ್ಲಿ ಪ್ರಥಮ ಸ್ಥಾನ ಪಡೆದಿದ್ದಾರೆ. ದೈಹಿಕ ಶಿಕ್ಷಣ ಉಪನ್ಯಾಸಕರ ಮಾರ್ಗದರ್ಶನದಲ್ಲಿ ವಿದ್ಯಾರ್ಥಿಗಳು ತರಬೇತಿ ಪಡೆದಿದ್ದರು. ರಾಜ್ಯ ಮಟ್ಟದ ಕ್ರೀಡಾಕೂಟದಲ್ಲಿಯೂ ಉತ್ತಮ ಸಾಧನೆ ಮಾಡಲಿ ಎಂದು ಹಾರೈಸಿದ್ದಾರೆ.: [88, 740, 155, 886]
- divider: [18, 362, 224, 363]
- article-spice-text-cont: ರೈತರ ಉತ್ಪನ್ನಗಳಿಗೆ ಉತ್ತಮ ಮಾರುಕಟ್ಟೆ ಒದಗಿಸುವ ಉದ್ದೇಶದಿಂದ ಸ್ಥಾಪನೆಯಾದ ಕಂಪನಿಯು ರೈತರ ಏಳಿಗೆಗೆ ನಿರಂತರವಾಗಿ ಶ್ರಮಿಸುತ್ತಿದೆ ಎಂದು ಅಧ್ಯಕ್ಷರು ಹೇಳಿದರು. ಕಂಪನಿಯ ವಾರ್ಷಿಕ ಸರ್ವಸಾಧಾರಣ ಸಭೆಯಲ್ಲಿ ಮಾತನಾಡಿದ ಅವರು, ಸದಸ್ಯ ರೈತರಿಗೆ ಬೀಜ, ಗೊಬ್ಬರ ಹಾಗೂ ಕೃಷಿ ಉಪಕರಣಗಳನ್ನು ರಿಯಾಯಿತಿ ದರದಲ್ಲಿ ಒದಗಿಸಲಾಗುತ್ತಿದೆ. ಸಾಂಬಾರು ಬೆಳೆಗಳ ಸಂಸ್ಕರಣೆ ಹಾಗೂ ಮೌಲ್ಯವರ್ಧನೆಗೆ ಆದ್ಯತೆ ನೀಡಲಾಗಿದೆ. ಕಾಳುಮೆಣಸು, ಅಡಿಕೆ, ಏಲಕ್ಕಿ ಬೆಳೆಗಾರರಿಗೆ ತಾಂತ್ರಿಕ ಮಾಹಿತಿ ನೀಡಲು ತರಬೇತಿ ಶಿಬಿರಗಳನ್ನು ಆಯೋಜಿಸಲಾಗುತ್ತಿದೆ. 2024-25ನೇ ಸಾಲಿನಲ್ಲಿ ಕಂಪನಿಯು ಉತ್ತಮ ವಹಿವಾಟು ನಡೆಸಿ ಲಾಭ ಗಳಿಸಿದೆ. ಸರ್ಕಾರದ ವಿವಿಧ ಯೋಜನೆಗಳ ಸದುಪಯೋಗ ಪಡೆದು ರೈತರು ಆರ್ಥಿಕವಾಗಿ ಸದೃಢರಾಗಬೇಕು ಎಂದರು. ನಿರ್ದೇಶಕರು, ಸದಸ್ಯರು ಹಾಗೂ ಅಧಿಕಾರಿಗಳು ಉಪಸ್ಥಿತರಿದ್ದರು. ಸದಸ್ಯರ ಸಲಹೆ ಸೂಚನೆಗಳನ್ನು ಪಡೆಯಲಾಯಿತು. ಮುಂದಿನ ದಿನಗಳಲ್ಲಿ ಹೊಸ ಮಾರುಕಟ್ಟೆ ಅವಕಾಶಗಳನ್ನು ಕಲ್ಪಿಸಲಾಗುವುದು ಎಂದು ತಿಳಿಸಿದರು.: [313, 322, 393, 437]
- divider: [18, 584, 224, 585]
- website-address: website: www.sirsisamachar.in: [325, 10, 447, 18]
- credit-siddapur: ಶಿರಸಿ ಸಮಾಚಾರ ● ಸಿದ್ದಾಪುರ:: [229, 598, 280, 603]
- footer-strip: [0, 934, 600, 946]
- headline-govt-schemes-farmers: ರಾಜ್ಯ ಸರ್ಕಾರದ ಯೋಜನೆಗಳನ್ನು ಕೃಷಿಕರು ಸದುಪಯೋಗಪಡಿಸಿಕೊಳ್ಳಿ: ಶಾಸಕ ಭೀಮಣ್ಣ: [266, 685, 440, 715]
- article-nrega-body-1: [229, 598, 309, 676]
- article-spice-body-1: [229, 322, 309, 474]
- article-spice-body-2: [313, 322, 393, 474]
